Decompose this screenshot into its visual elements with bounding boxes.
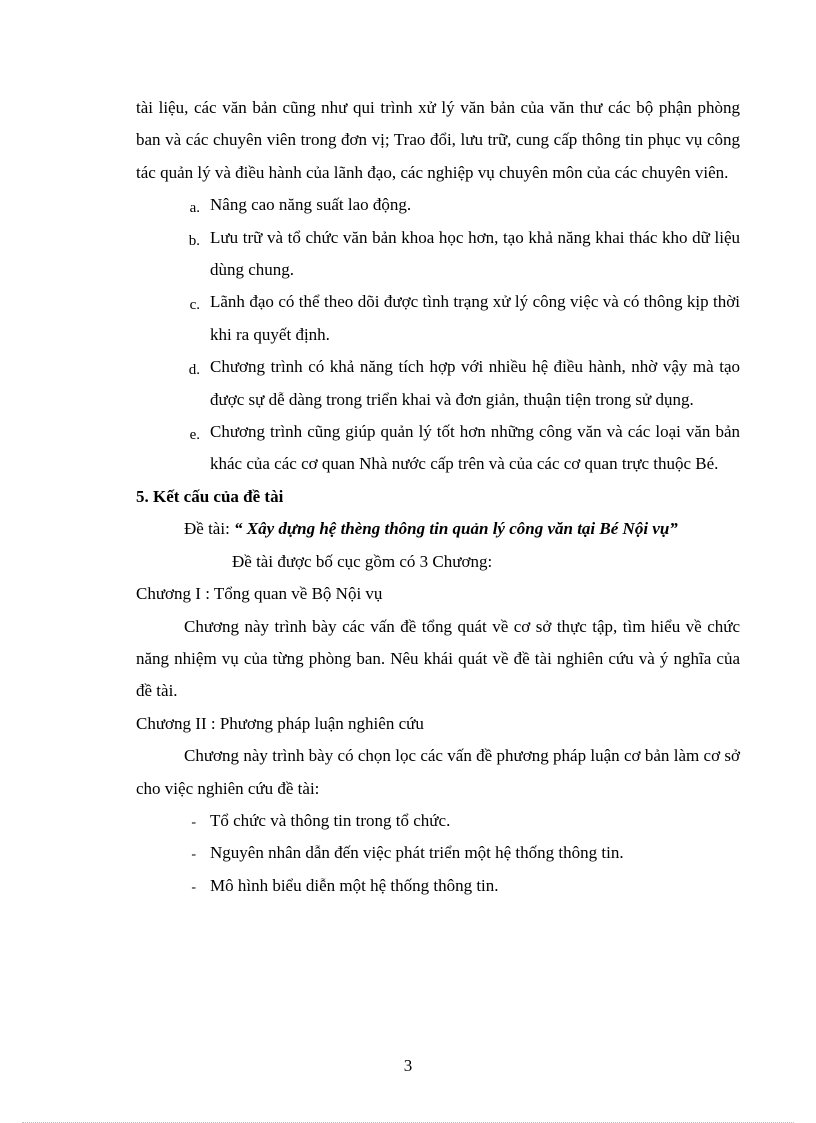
dash-marker: - — [191, 879, 196, 895]
method-text: Mô hình biểu diễn một hệ thống thông tin. — [210, 875, 499, 895]
benefit-item — [136, 222, 740, 287]
topic-line — [136, 513, 740, 545]
method-list — [136, 805, 740, 902]
benefit-item — [136, 189, 740, 221]
dash-marker: - — [191, 814, 196, 830]
benefit-list — [136, 189, 740, 481]
benefit-text: Lãnh đạo có thể theo dõi được tình trạng xử lý công việc và có thông kịp thời khi ra quyết định. — [210, 292, 740, 344]
chapter-1-description: Chương này trình bày các vấn đề tổng quát về cơ sở thực tập, tìm hiểu về chức năng nhiệm vụ của từng phòng ban. Nêu khái quát về đề tài nghiên cứu và ý nghĩa của đề tài. — [136, 616, 740, 701]
dash-marker: - — [191, 847, 196, 863]
intro-line: môn của các chuyên viên. — [552, 162, 729, 182]
intro-line: phòng ban và các chuyên viên trong đơn vị; Trao đổi, lưu trữ, cung cấp thông — [136, 98, 741, 150]
topic-prefix: Đề tài: — [184, 519, 235, 539]
topic-title: “ Xây dựng hệ thèng thông tin quản lý công văn tại Bé Nội vụ” — [234, 519, 678, 539]
method-text: Tổ chức và thông tin trong tổ chức. — [210, 810, 451, 830]
document-body — [136, 92, 740, 902]
chapter-1-title: Chương I : Tổng quan về Bộ Nội vụ — [136, 584, 383, 604]
method-text: Nguyên nhân dẫn đến việc phát triển một hệ thống thông tin. — [210, 843, 624, 863]
list-marker: b. — [188, 232, 200, 249]
chapter-2-title: Chương II : Phương pháp luận nghiên cứu — [136, 713, 424, 733]
benefit-text: Lưu trữ và tổ chức văn bản khoa học hơn, tạo khả năng khai thác kho dữ liệu dùng chung. — [210, 227, 740, 280]
method-item — [136, 870, 740, 902]
intro-paragraph — [136, 92, 740, 189]
benefit-text: Nâng cao năng suất lao động. — [210, 195, 412, 215]
method-item — [136, 837, 740, 869]
method-item — [136, 805, 740, 837]
page-number: 3 — [403, 1056, 413, 1075]
benefit-text: Chương trình có khả năng tích hợp với nhiều hệ điều hành, nhờ vậy mà tạo được sự dễ dàng trong triển khai và đơn giản, thuận tiện trong sử dụng. — [210, 357, 740, 409]
list-marker: a. — [189, 200, 200, 217]
benefit-item — [136, 286, 740, 351]
list-marker: c. — [189, 297, 200, 314]
layout-intro: Đề tài được bố cục gồm có 3 Chương: — [232, 551, 493, 571]
benefit-item — [136, 351, 740, 416]
benefit-item — [136, 416, 740, 481]
list-marker: d. — [188, 362, 200, 379]
chapter-2-description: Chương này trình bày có chọn lọc các vấn đề phương pháp luận cơ bản làm cơ sở cho việc nghiên cứu đề tài: — [136, 746, 740, 798]
list-marker: e. — [189, 427, 200, 444]
section-heading: 5. Kết cấu của đề tài — [136, 486, 284, 506]
intro-line: tin phục vụ công tác quản lý và điều hành của lãnh đạo, các nghiệp vụ chuyên — [136, 130, 740, 182]
intro-line: tài liệu, các văn bản cũng như qui trình xử lý văn bản của văn thư các bộ phận — [136, 98, 692, 117]
benefit-text: Chương trình cũng giúp quản lý tốt hơn những công văn và các loại văn bản khác của các cơ quan Nhà nước cấp trên và của các cơ quan trực thuộc Bé. — [210, 422, 740, 474]
